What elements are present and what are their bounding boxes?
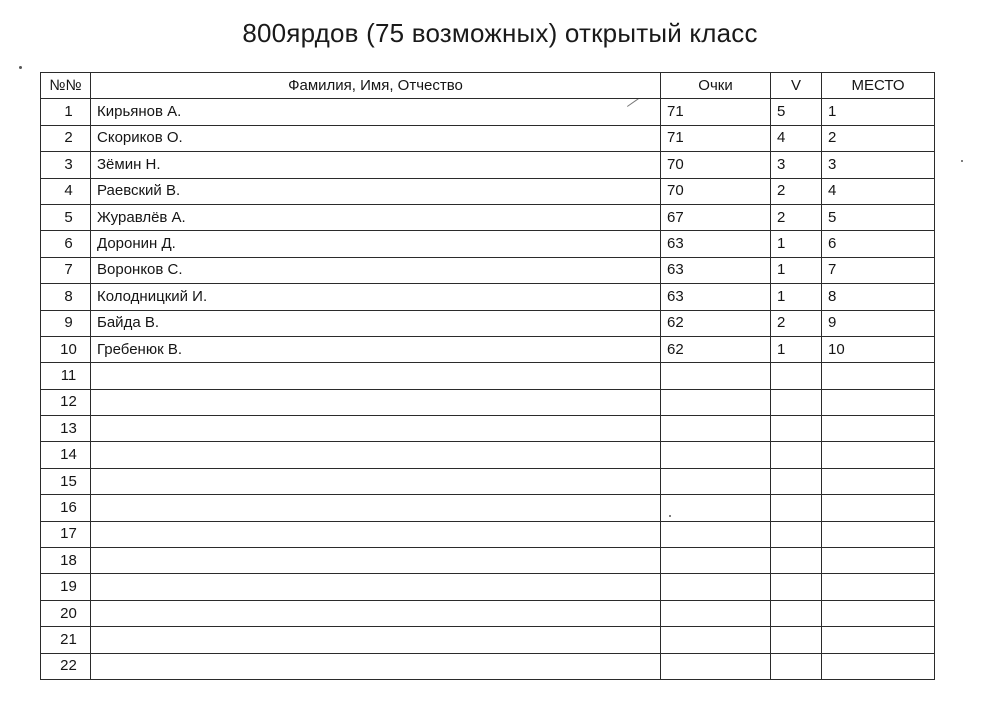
cell-place: 6 [822, 231, 935, 257]
cell-name: Гребенюк В. [91, 336, 661, 362]
table-row [41, 99, 935, 125]
cell-number: 16 [41, 495, 91, 521]
cell-score: 63 [661, 284, 771, 310]
cell-place [822, 548, 935, 574]
cell-place [822, 627, 935, 653]
cell-score [661, 574, 771, 600]
cell-place: 3 [822, 152, 935, 178]
cell-number: 14 [41, 442, 91, 468]
cell-place: 7 [822, 257, 935, 283]
page-title: 800ярдов (75 возможных) открытый класс [242, 18, 758, 48]
cell-v-count: 1 [771, 231, 822, 257]
cell-v-count: 2 [771, 204, 822, 230]
cell-v-count [771, 600, 822, 626]
table-row [41, 627, 935, 653]
cell-name: Воронков С. [91, 257, 661, 283]
cell-number: 7 [41, 257, 91, 283]
cell-place [822, 363, 935, 389]
cell-name: Колодницкий И. [91, 284, 661, 310]
cell-score: 71 [661, 99, 771, 125]
header-score: Очки [661, 73, 771, 99]
cell-name [91, 521, 661, 547]
cell-score [661, 495, 771, 521]
table-row [41, 416, 935, 442]
table-row [41, 521, 935, 547]
cell-place: 2 [822, 125, 935, 151]
cell-name [91, 653, 661, 679]
cell-score [661, 521, 771, 547]
table-row [41, 178, 935, 204]
table-row [41, 336, 935, 362]
cell-place: 1 [822, 99, 935, 125]
cell-place: 9 [822, 310, 935, 336]
cell-name: Раевский В. [91, 178, 661, 204]
cell-v-count [771, 548, 822, 574]
cell-v-count [771, 363, 822, 389]
cell-number: 6 [41, 231, 91, 257]
cell-number: 22 [41, 653, 91, 679]
cell-name [91, 389, 661, 415]
table-row [41, 125, 935, 151]
cell-score [661, 442, 771, 468]
cell-name: Доронин Д. [91, 231, 661, 257]
cell-score: 70 [661, 178, 771, 204]
cell-score: 71 [661, 125, 771, 151]
cell-v-count [771, 468, 822, 494]
cell-v-count [771, 389, 822, 415]
cell-number: 18 [41, 548, 91, 574]
cell-place [822, 574, 935, 600]
cell-number: 8 [41, 284, 91, 310]
table-row [41, 442, 935, 468]
cell-number: 1 [41, 99, 91, 125]
table-row [41, 231, 935, 257]
cell-name: Зёмин Н. [91, 152, 661, 178]
table-row [41, 310, 935, 336]
cell-name [91, 495, 661, 521]
table-row [41, 204, 935, 230]
cell-score: 62 [661, 310, 771, 336]
cell-number: 13 [41, 416, 91, 442]
cell-name [91, 600, 661, 626]
cell-v-count [771, 442, 822, 468]
scan-speck [961, 160, 963, 162]
cell-v-count: 1 [771, 257, 822, 283]
cell-v-count [771, 627, 822, 653]
table-row [41, 468, 935, 494]
cell-v-count: 2 [771, 310, 822, 336]
cell-v-count: 1 [771, 284, 822, 310]
table-row [41, 257, 935, 283]
cell-name [91, 574, 661, 600]
table-header-row [41, 73, 935, 99]
results-table [40, 72, 935, 680]
cell-number: 17 [41, 521, 91, 547]
cell-name [91, 442, 661, 468]
cell-v-count [771, 521, 822, 547]
table-row [41, 495, 935, 521]
cell-score [661, 389, 771, 415]
cell-v-count: 4 [771, 125, 822, 151]
cell-score [661, 600, 771, 626]
cell-place [822, 442, 935, 468]
cell-v-count: 3 [771, 152, 822, 178]
cell-number: 9 [41, 310, 91, 336]
cell-score: 63 [661, 231, 771, 257]
cell-name: Журавлёв А. [91, 204, 661, 230]
cell-place [822, 521, 935, 547]
cell-place [822, 468, 935, 494]
cell-place: 4 [822, 178, 935, 204]
cell-score: 70 [661, 152, 771, 178]
table-row [41, 574, 935, 600]
cell-score [661, 653, 771, 679]
cell-place: 10 [822, 336, 935, 362]
cell-name [91, 363, 661, 389]
cell-score: 63 [661, 257, 771, 283]
cell-name: Кирьянов А. [91, 99, 661, 125]
cell-number: 15 [41, 468, 91, 494]
cell-v-count: 1 [771, 336, 822, 362]
cell-place [822, 495, 935, 521]
cell-v-count [771, 416, 822, 442]
table-row [41, 363, 935, 389]
cell-place: 8 [822, 284, 935, 310]
table-row [41, 600, 935, 626]
cell-place [822, 600, 935, 626]
cell-number: 11 [41, 363, 91, 389]
cell-v-count [771, 653, 822, 679]
cell-number: 3 [41, 152, 91, 178]
cell-number: 19 [41, 574, 91, 600]
cell-number: 21 [41, 627, 91, 653]
cell-name [91, 627, 661, 653]
cell-score [661, 363, 771, 389]
header-place: МЕСТО [822, 73, 935, 99]
header-num: №№ [41, 73, 91, 99]
scan-speck [19, 66, 22, 69]
cell-name: Скориков О. [91, 125, 661, 151]
cell-place: 5 [822, 204, 935, 230]
header-v: V [771, 73, 822, 99]
cell-number: 2 [41, 125, 91, 151]
cell-place [822, 389, 935, 415]
cell-place [822, 416, 935, 442]
cell-score [661, 468, 771, 494]
table-row [41, 152, 935, 178]
table-row [41, 653, 935, 679]
cell-name [91, 468, 661, 494]
cell-number: 4 [41, 178, 91, 204]
cell-score: 67 [661, 204, 771, 230]
table-body [41, 99, 935, 680]
cell-score [661, 416, 771, 442]
cell-number: 10 [41, 336, 91, 362]
table-row [41, 389, 935, 415]
cell-score [661, 627, 771, 653]
cell-score: 62 [661, 336, 771, 362]
cell-number: 20 [41, 600, 91, 626]
cell-place [822, 653, 935, 679]
cell-number: 12 [41, 389, 91, 415]
cell-number: 5 [41, 204, 91, 230]
cell-name [91, 548, 661, 574]
header-name: Фамилия, Имя, Отчество [91, 73, 661, 99]
cell-v-count [771, 574, 822, 600]
table-row [41, 548, 935, 574]
cell-name: Байда В. [91, 310, 661, 336]
cell-v-count: 2 [771, 178, 822, 204]
cell-v-count: 5 [771, 99, 822, 125]
cell-name [91, 416, 661, 442]
cell-score [661, 548, 771, 574]
cell-v-count [771, 495, 822, 521]
table-row [41, 284, 935, 310]
